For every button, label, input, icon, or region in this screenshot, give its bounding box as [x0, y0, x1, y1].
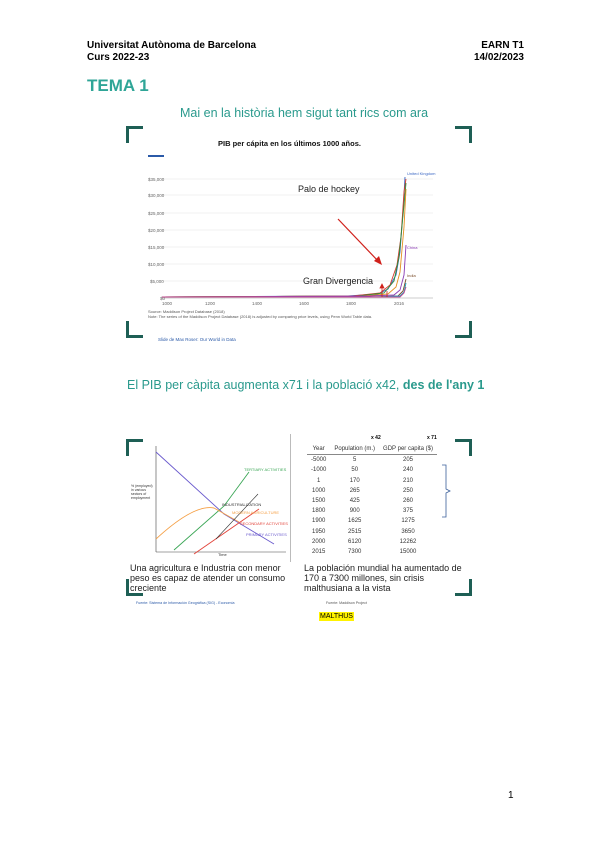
- gdp-chart-svg: [148, 157, 448, 317]
- cell-year: 1: [317, 477, 321, 484]
- line-label-industrialization: INDUSTRIALIZATION: [222, 502, 262, 507]
- table-row: [307, 516, 437, 526]
- cell-year: 1500: [312, 498, 326, 505]
- table-row: [307, 486, 437, 496]
- course-years: Curs 2022-23: [87, 52, 150, 63]
- subject-code: EARN T1: [481, 40, 524, 51]
- y-tick-labels: [148, 177, 166, 301]
- slide-1-title: Mai en la història hem sigut tant rics com ara: [180, 106, 429, 120]
- chart-note: Note: The series of the Maddison Project Database (2018) is adjusted by comparing price levels, using Penn World Table data.: [148, 314, 373, 319]
- caption-left: Una agricultura e Industria con menor peso es capaz de atender un consumo creciente: [130, 563, 286, 593]
- population-multiplier: x 42: [371, 435, 381, 441]
- cell-year: 1950: [312, 528, 326, 535]
- cell-gdp: 12262: [399, 538, 417, 545]
- university-name: Universitat Autònoma de Barcelona: [87, 40, 257, 51]
- cell-year: 2000: [312, 538, 326, 545]
- frame-corner-tl: [126, 126, 143, 143]
- col-population: Population (m.): [330, 444, 379, 455]
- cell-gdp: 15000: [399, 548, 417, 555]
- divergence-annotation: Gran Divergencia: [303, 276, 374, 286]
- table-row: [307, 537, 437, 547]
- table-row: [307, 476, 437, 486]
- sectors-chart: [128, 434, 291, 562]
- frame-corner-br: [455, 321, 472, 338]
- cell-population: 5: [353, 457, 357, 464]
- cell-gdp: 375: [403, 508, 414, 515]
- series-label-china: China: [407, 245, 418, 250]
- gdp-chart: [148, 139, 448, 339]
- series-label-uk: United Kingdom: [407, 171, 436, 176]
- svg-text:$25,000: $25,000: [148, 211, 165, 216]
- svg-text:$35,000: $35,000: [148, 177, 165, 182]
- hockey-annotation: Palo de hockey: [298, 184, 360, 194]
- footnote-left-link[interactable]: Fuente: Sistema de Información Geográfica (SIG) - Economía: [136, 601, 235, 605]
- table-row: [307, 547, 437, 557]
- brace-icon: [441, 464, 451, 518]
- table-row: [307, 506, 437, 516]
- gdp-multiplier: x 71: [427, 435, 437, 441]
- sectors-chart-svg: [154, 444, 288, 556]
- cell-population: 2515: [348, 528, 362, 535]
- cell-gdp: 210: [403, 477, 414, 484]
- series-label-india: India: [407, 273, 416, 278]
- col-gdp: GDP per capita ($): [379, 444, 437, 455]
- document-date: 14/02/2023: [473, 52, 524, 63]
- cell-population: 425: [349, 498, 360, 505]
- sectors-chart-ylabel: % (employed) in various sectors of employment: [131, 484, 153, 500]
- population-gdp-table: [303, 434, 469, 562]
- svg-text:$30,000: $30,000: [148, 193, 165, 198]
- hockey-arrow-icon: [338, 219, 382, 265]
- cell-year: -1000: [311, 467, 327, 474]
- chart-source: Source: Maddison Project Database (2018): [148, 309, 225, 314]
- cell-year: 1000: [312, 487, 326, 494]
- table-row: [307, 465, 437, 475]
- line-label-modern-agriculture: MODERN AGRICULTURE: [232, 510, 280, 515]
- table-row: [307, 496, 437, 506]
- gridlines: [162, 179, 433, 298]
- table-row: [307, 527, 437, 537]
- cell-gdp: 3650: [401, 528, 415, 535]
- cell-gdp: 1275: [401, 518, 415, 525]
- cell-population: 1625: [348, 518, 362, 525]
- cell-gdp: 260: [403, 498, 414, 505]
- svg-text:$15,000: $15,000: [148, 245, 165, 250]
- table-header-row: [307, 444, 437, 455]
- cell-population: 6120: [348, 538, 362, 545]
- x-tick-labels: [162, 301, 405, 306]
- svg-text:1800: 1800: [346, 301, 357, 306]
- cell-gdp: 240: [403, 467, 414, 474]
- slide-2: [126, 376, 485, 626]
- cell-population: 900: [349, 508, 360, 515]
- cell-population: 50: [351, 467, 359, 474]
- line-label-primary: PRIMARY ACTIVITIES: [246, 532, 287, 537]
- line-label-tertiary: TERTIARY ACTIVITIES: [244, 467, 287, 472]
- cell-population: 265: [349, 487, 360, 494]
- slide-1-footer-link[interactable]: Slide de Max Roser: Our World in Data: [158, 337, 236, 342]
- cell-population: 7300: [348, 548, 362, 555]
- slide-2-title-regular: El PIB per càpita augmenta x71 i la població x42,: [127, 378, 403, 392]
- svg-text:$0: $0: [160, 296, 166, 301]
- svg-text:1200: 1200: [205, 301, 216, 306]
- cell-year: 1900: [312, 518, 326, 525]
- cell-gdp: 205: [403, 457, 414, 464]
- col-year: Year: [307, 444, 330, 455]
- series-labels: [407, 171, 436, 278]
- cell-year: 1800: [312, 508, 326, 515]
- line-label-secondary: SECONDARY ACTIVITIES: [240, 521, 288, 526]
- section-title: TEMA 1: [87, 76, 149, 95]
- slide-2-title: [127, 378, 484, 392]
- svg-text:1400: 1400: [252, 301, 263, 306]
- gdp-chart-title: PIB per cápita en los últimos 1000 años.: [218, 139, 361, 148]
- cell-population: 170: [349, 477, 360, 484]
- pop-table: [307, 444, 437, 557]
- svg-text:$20,000: $20,000: [148, 228, 165, 233]
- slide-2-title-bold: des de l'any 1: [402, 378, 485, 392]
- caption-right: La población mundial ha aumentado de 170 a 7300 millones, sin crisis malthusiana a la vista: [304, 563, 462, 593]
- malthus-highlight: MALTHUS: [320, 613, 353, 620]
- cell-gdp: 250: [403, 487, 414, 494]
- slide-1: [126, 104, 472, 344]
- frame-corner-bl: [126, 321, 143, 338]
- svg-text:1600: 1600: [299, 301, 310, 306]
- svg-text:1000: 1000: [162, 301, 173, 306]
- page-number: 1: [508, 790, 514, 801]
- table-row: [307, 455, 437, 466]
- svg-text:$5,000: $5,000: [150, 279, 164, 284]
- cell-year: -5000: [311, 457, 327, 464]
- svg-text:2016: 2016: [394, 301, 405, 306]
- sectors-chart-xlabel: Time: [218, 552, 227, 557]
- footnote-right: Fuente: Maddison Project: [326, 601, 367, 605]
- frame-corner-tr: [455, 126, 472, 143]
- svg-text:$10,000: $10,000: [148, 262, 165, 267]
- cell-year: 2015: [312, 548, 326, 555]
